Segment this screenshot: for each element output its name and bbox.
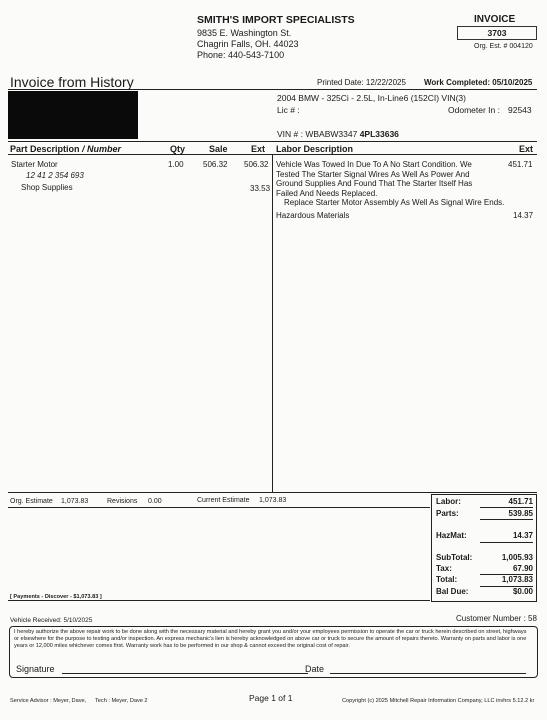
part-row-1-qty: 1.00	[168, 160, 184, 169]
totals-hazmat-row	[436, 531, 533, 541]
labor-header-description: Labor Description	[276, 144, 354, 154]
parts-header-number-label: / Number	[82, 144, 122, 154]
parts-header-qty: Qty	[170, 144, 186, 154]
part-row-2-description: Shop Supplies	[21, 183, 73, 192]
columns-top-rule	[8, 141, 537, 142]
totals-hazmat-label: HazMat:	[436, 531, 467, 540]
totals-rule	[480, 507, 533, 508]
signature-label: Signature	[16, 664, 55, 674]
totals-parts-value: 539.85	[508, 509, 533, 518]
current-estimate-label: Current Estimate	[197, 497, 250, 504]
service-advisor: Service Advisor : Meyer, Dave,	[10, 698, 87, 704]
parts-header-desc-label: Part Description	[10, 144, 80, 154]
vin-suffix: 4PL33636	[359, 129, 399, 139]
totals-subtotal-label: SubTotal:	[436, 553, 473, 562]
shop-name: SMITH'S IMPORT SPECIALISTS	[197, 14, 355, 26]
invoice-label: INVOICE	[474, 14, 516, 25]
totals-hazmat-value: 14.37	[512, 531, 533, 540]
header-rule	[8, 89, 537, 90]
shop-address-line1: 9835 E. Washington St.	[197, 28, 292, 38]
work-completed-date: Work Completed: 05/10/2025	[424, 78, 533, 87]
part-row-2-ext: 33.53	[250, 184, 271, 193]
labor-line: Tested The Starter Signal Wires As Well As Power And	[276, 169, 470, 179]
signature-line[interactable]	[62, 673, 308, 674]
totals-rule	[480, 542, 533, 543]
payments-line: [ Payments - Discover - $1,073.83 ]	[10, 594, 102, 600]
totals-rule	[480, 519, 533, 520]
labor-header-ext: Ext	[519, 144, 534, 154]
page-title: Invoice from History	[10, 74, 134, 90]
license-number: Lic # :	[277, 105, 300, 115]
part-row-1-number: 12 41 2 354 693	[26, 171, 84, 180]
current-estimate-value: 1,073.83	[259, 497, 287, 504]
parts-header-sale: Sale	[209, 144, 228, 154]
org-estimate-value: 1,073.83	[61, 498, 89, 505]
estimates-rule	[8, 507, 430, 508]
shop-phone: Phone: 440-543-7100	[197, 50, 285, 60]
date-line[interactable]	[330, 673, 526, 674]
totals-total-value: 1,073.83	[501, 575, 533, 584]
odometer-value: 92543	[508, 105, 532, 115]
columns-bottom-rule	[8, 492, 537, 493]
invoice-number: 3703	[457, 26, 537, 40]
labor-line: Replace Starter Motor Assembly As Well As Signal Wire Ends.	[284, 198, 505, 208]
odometer-label: Odometer In :	[448, 105, 500, 115]
part-row-1-sale: 506.32	[203, 160, 228, 169]
totals-tax-row	[436, 564, 533, 574]
date-label: Date	[305, 664, 325, 674]
totals-tax-label: Tax:	[436, 564, 452, 573]
labor-line: Ground Supplies And Found That The Starter Itself Has	[276, 179, 473, 189]
page-number: Page 1 of 1	[249, 693, 293, 703]
customer-number: Customer Number : 58	[456, 614, 537, 623]
hazardous-materials-label: Hazardous Materials	[276, 211, 350, 220]
totals-subtotal-value: 1,005.93	[501, 553, 533, 562]
org-estimate-number: Org. Est. # 004120	[474, 43, 533, 50]
totals-total-label: Total:	[436, 575, 458, 584]
totals-parts-row	[436, 509, 533, 519]
totals-parts-label: Parts:	[436, 509, 459, 518]
labor-line: Vehicle Was Towed In Due To A No Start Condition. We	[276, 160, 472, 169]
revisions-label: Revisions	[107, 498, 138, 505]
technician: Tech : Meyer, Dave 2	[95, 698, 148, 704]
column-divider	[272, 154, 273, 492]
totals-total-row	[436, 575, 533, 585]
totals-labor-label: Labor:	[436, 497, 461, 506]
part-row-1-ext: 506.32	[244, 160, 269, 169]
vehicle-received: Vehicle Received: 5/10/2025	[10, 617, 93, 624]
totals-tax-value: 67.90	[512, 564, 533, 573]
disclaimer-text: I hereby authorize the above repair work to be done along with the necessary material and hereby grant you and/or your employees permission to operate the car or truck herein described on street, highways or elsewhere for the purpose to testing and/or inspection. An express mechanic's lien is hereby acknowledged on above car or truck to secure the amount of repairs thereto. Warranty on parts and labor is one years or 12,000 miles whichever comes first. Warranty work has to be performed in our shop & cannot exceed the original cost of repair.	[14, 629, 527, 649]
disclaimer-box	[9, 626, 538, 678]
parts-header-ext: Ext	[251, 144, 266, 154]
revisions-value: 0.00	[148, 498, 162, 505]
vin-prefix: VIN # : WBABW3347	[277, 129, 358, 139]
totals-labor-value: 451.71	[508, 497, 533, 506]
hazardous-materials-ext: 14.37	[513, 211, 534, 220]
vehicle-description: 2004 BMW - 325Ci - 2.5L, In-Line6 (152CI) VIN(3)	[277, 93, 466, 103]
part-row-1-description: Starter Motor	[11, 160, 58, 169]
payments-rule	[8, 600, 430, 601]
totals-baldue-label: Bal Due:	[436, 587, 469, 596]
totals-baldue-value: $0.00	[512, 587, 533, 596]
totals-labor-row	[436, 497, 533, 507]
parts-header-description	[10, 144, 121, 154]
totals-box	[431, 494, 537, 602]
labor-ext: 451.71	[508, 160, 533, 169]
totals-subtotal-row	[436, 553, 533, 563]
labor-description	[276, 160, 506, 208]
totals-baldue-row	[436, 587, 533, 597]
printed-date: Printed Date: 12/22/2025	[317, 78, 406, 87]
org-estimate-label: Org. Estimate	[10, 498, 53, 505]
redacted-customer-block	[8, 91, 138, 139]
labor-line: Failed And Needs Replaced.	[276, 188, 378, 198]
shop-address-line2: Chagrin Falls, OH. 44023	[197, 39, 299, 49]
copyright: Copyright (c) 2025 Mitchell Repair Information Company, LLC invhrs 5.12.2 kr	[342, 698, 535, 704]
vin-number	[277, 129, 399, 139]
